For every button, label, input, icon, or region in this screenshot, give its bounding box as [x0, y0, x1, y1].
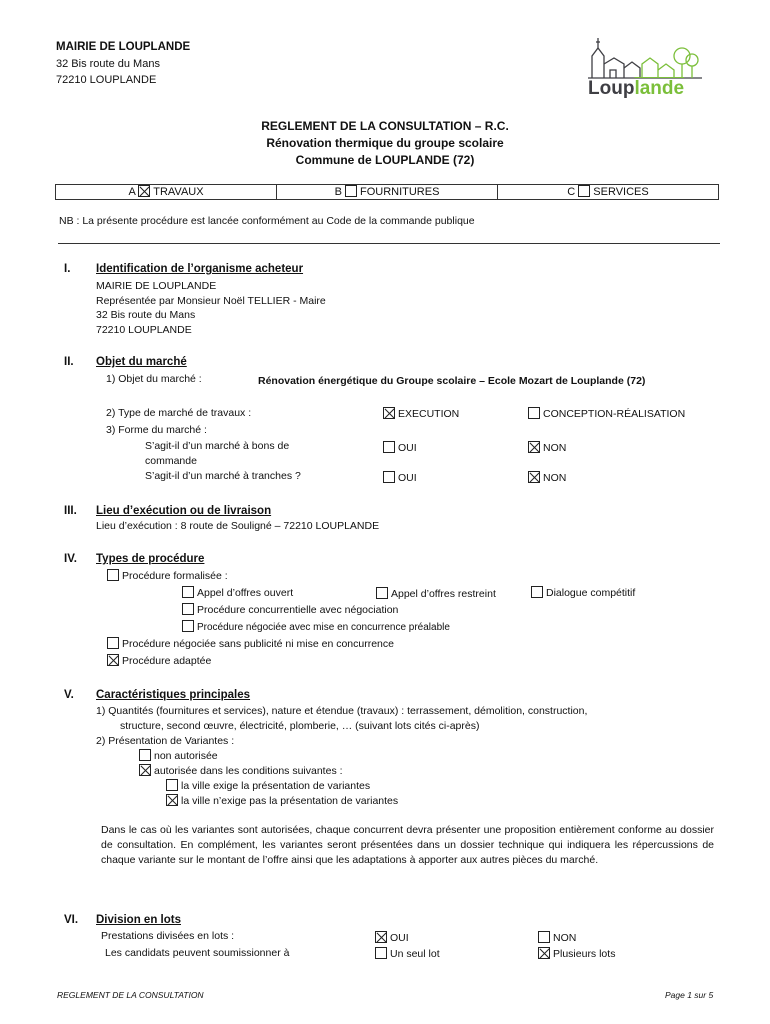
proc-negociee-mise	[182, 620, 450, 635]
checkbox-travaux[interactable]	[138, 185, 150, 197]
s1-line-4: 72210 LOUPLANDE	[96, 324, 192, 336]
s1-line-2: Représentée par Monsieur Noël TELLIER - Maire	[96, 295, 326, 307]
category-travaux	[56, 185, 277, 199]
proc-formalisee-label: Procédure formalisée :	[122, 570, 228, 582]
proc-adaptee	[107, 654, 211, 668]
category-fournitures	[277, 185, 498, 199]
category-label: FOURNITURES	[359, 186, 440, 198]
var-ville-nexige-label: la ville n’exige pas la présentation de variantes	[181, 795, 399, 807]
lots-non	[538, 931, 576, 945]
louplande-logo	[586, 34, 706, 102]
section-1-title: Identification de l’organisme acheteur	[96, 263, 304, 275]
proc-negociee-sans	[107, 637, 394, 651]
section-5-number: V.	[64, 689, 74, 701]
nb-note: NB : La présente procédure est lancée conformément au Code de la commande publique	[59, 215, 475, 227]
proc-adaptee-label: Procédure adaptée	[122, 655, 212, 667]
category-box	[55, 184, 719, 200]
section-1-number: I.	[64, 263, 71, 275]
checkbox-lots-non[interactable]	[538, 931, 550, 943]
lots-plusieurs-label: Plusieurs lots	[553, 948, 616, 960]
s2-q2: S’agit-il d’un marché à tranches ?	[145, 470, 301, 482]
q2-non-label: NON	[543, 472, 567, 484]
checkbox-un-seul-lot[interactable]	[375, 947, 387, 959]
section-2-title: Objet du marché	[96, 356, 187, 368]
checkbox-ville-exige[interactable]	[166, 779, 178, 791]
proc-dialogue	[531, 586, 635, 600]
s1-line-1: MAIRIE DE LOUPLANDE	[96, 280, 217, 292]
checkbox-execution[interactable]	[383, 407, 395, 419]
checkbox-ao-ouvert[interactable]	[182, 586, 194, 598]
option-execution-label: EXECUTION	[398, 408, 460, 420]
section-5-title: Caractéristiques principales	[96, 689, 251, 701]
proc-concurrentielle	[182, 603, 398, 617]
s5-item1-line1: 1) Quantités (fournitures et services), nature et étendue (travaux) : terrassement, démolition, construction,	[96, 705, 588, 717]
checkbox-concurrentielle[interactable]	[182, 603, 194, 615]
s2-item1-label: 1) Objet du marché :	[106, 373, 202, 385]
logo-text-loup: Loup	[588, 78, 635, 99]
var-non-autorisee-label: non autorisée	[154, 750, 218, 762]
checkbox-ville-nexige[interactable]	[166, 794, 178, 806]
section-3-number: III.	[64, 505, 77, 517]
s5-item2-label: 2) Présentation de Variantes :	[96, 735, 235, 747]
var-autorisee	[139, 764, 343, 778]
q1-oui	[383, 441, 417, 455]
checkbox-non-autorisee[interactable]	[139, 749, 151, 761]
lots-un-seul	[375, 947, 440, 961]
doc-title-line-1: REGLEMENT DE LA CONSULTATION – R.C.	[261, 119, 509, 133]
checkbox-plusieurs-lots[interactable]	[538, 947, 550, 959]
proc-ao-restreint-label: Appel d’offres restreint	[391, 588, 496, 600]
s2-q1-line1: S’agit-il d’un marché à bons de	[145, 440, 290, 452]
section-4-title: Types de procédure	[96, 553, 205, 565]
proc-dialogue-label: Dialogue compétitif	[546, 587, 636, 599]
proc-concurrentielle-label: Procédure concurrentielle avec négociation	[197, 604, 399, 616]
checkbox-autorisee[interactable]	[139, 764, 151, 776]
checkbox-lots-oui[interactable]	[375, 931, 387, 943]
section-6-title: Division en lots	[96, 914, 181, 926]
section-2-number: II.	[64, 356, 74, 368]
category-letter: B	[334, 186, 342, 198]
s5-item1-line2: structure, second œuvre, électricité, plomberie, … (suivant lots cités ci-après)	[120, 720, 480, 732]
s2-item1-value: Rénovation énergétique du Groupe scolaire – Ecole Mozart de Louplande (72)	[258, 375, 646, 387]
option-conception-label: CONCEPTION-RÉALISATION	[543, 408, 686, 420]
checkbox-services[interactable]	[578, 185, 590, 197]
checkbox-negociee-sans[interactable]	[107, 637, 119, 649]
s1-line-3: 32 Bis route du Mans	[96, 309, 196, 321]
checkbox-q1-non[interactable]	[528, 441, 540, 453]
category-label: SERVICES	[593, 186, 649, 198]
q1-non	[528, 441, 566, 455]
lots-oui	[375, 931, 409, 945]
s3-line: Lieu d’exécution : 8 route de Souligné – 72210 LOUPLANDE	[96, 520, 380, 532]
category-letter: A	[128, 186, 136, 198]
option-conception	[528, 407, 685, 421]
org-address-1: 32 Bis route du Mans	[56, 58, 160, 70]
checkbox-dialogue[interactable]	[531, 586, 543, 598]
lots-un-seul-label: Un seul lot	[390, 948, 440, 960]
doc-title-line-3: Commune de LOUPLANDE (72)	[295, 153, 475, 167]
s2-q1-line2: commande	[145, 455, 197, 467]
section-6-number: VI.	[64, 914, 79, 926]
checkbox-adaptee[interactable]	[107, 654, 119, 666]
footer-page-number: Page 1 sur 5	[665, 990, 714, 1000]
logo-text-lande: lande	[634, 78, 685, 99]
proc-negociee-sans-label: Procédure négociée sans publicité ni mise en concurrence	[122, 638, 394, 650]
q1-oui-label: OUI	[398, 442, 417, 454]
checkbox-conception[interactable]	[528, 407, 540, 419]
checkbox-q2-non[interactable]	[528, 471, 540, 483]
checkbox-negociee-mise[interactable]	[182, 620, 194, 632]
var-non-autorisee	[139, 749, 218, 763]
var-ville-exige	[166, 779, 370, 793]
lots-plusieurs	[538, 947, 615, 961]
proc-ao-ouvert	[182, 586, 293, 600]
village-skyline-icon	[586, 34, 706, 82]
lots-non-label: NON	[553, 932, 577, 944]
section-4-number: IV.	[64, 553, 78, 565]
checkbox-q2-oui[interactable]	[383, 471, 395, 483]
footer-title: REGLEMENT DE LA CONSULTATION	[57, 990, 204, 1000]
checkbox-ao-restreint[interactable]	[376, 587, 388, 599]
lots-oui-label: OUI	[390, 932, 409, 944]
divider	[58, 243, 720, 244]
q1-non-label: NON	[543, 442, 567, 454]
category-letter: C	[567, 186, 576, 198]
var-autorisee-label: autorisée dans les conditions suivantes :	[154, 765, 343, 777]
logo-wordmark	[588, 76, 684, 102]
section-3-title: Lieu d’exécution ou de livraison	[96, 505, 272, 517]
proc-ao-ouvert-label: Appel d’offres ouvert	[197, 587, 294, 599]
q2-oui	[383, 471, 417, 485]
q2-non	[528, 471, 566, 485]
proc-formalisee	[107, 569, 228, 583]
s6-q1: Prestations divisées en lots :	[101, 930, 235, 942]
variantes-paragraph: Dans le cas où les variantes sont autorisées, chaque concurrent devra présenter une proposition entièrement conforme au dossier de consultation. En complément, les variantes seront présentées dans un dossier technique qui indiquera les répercussions de chaque variante sur le montant de l’offre ainsi que les adaptations à apporter aux autres pièces du marché.	[101, 824, 714, 866]
proc-negociee-mise-label: Procédure négociée avec mise en concurrence préalable	[197, 622, 450, 633]
doc-title-line-2: Rénovation thermique du groupe scolaire	[266, 136, 504, 150]
var-ville-nexige	[166, 794, 398, 808]
q2-oui-label: OUI	[398, 472, 417, 484]
s6-q2: Les candidats peuvent soumissionner à	[105, 947, 290, 959]
s2-item3-label: 3) Forme du marché :	[106, 424, 207, 436]
option-execution	[383, 407, 459, 421]
org-name: MAIRIE DE LOUPLANDE	[56, 41, 191, 53]
category-label: TRAVAUX	[153, 186, 204, 198]
s2-item2-label: 2) Type de marché de travaux :	[106, 407, 252, 419]
checkbox-q1-oui[interactable]	[383, 441, 395, 453]
var-ville-exige-label: la ville exige la présentation de variantes	[181, 780, 371, 792]
proc-ao-restreint	[376, 587, 496, 601]
org-address-2: 72210 LOUPLANDE	[56, 74, 157, 86]
checkbox-formalisee[interactable]	[107, 569, 119, 581]
checkbox-fournitures[interactable]	[345, 185, 357, 197]
category-services	[498, 185, 718, 199]
